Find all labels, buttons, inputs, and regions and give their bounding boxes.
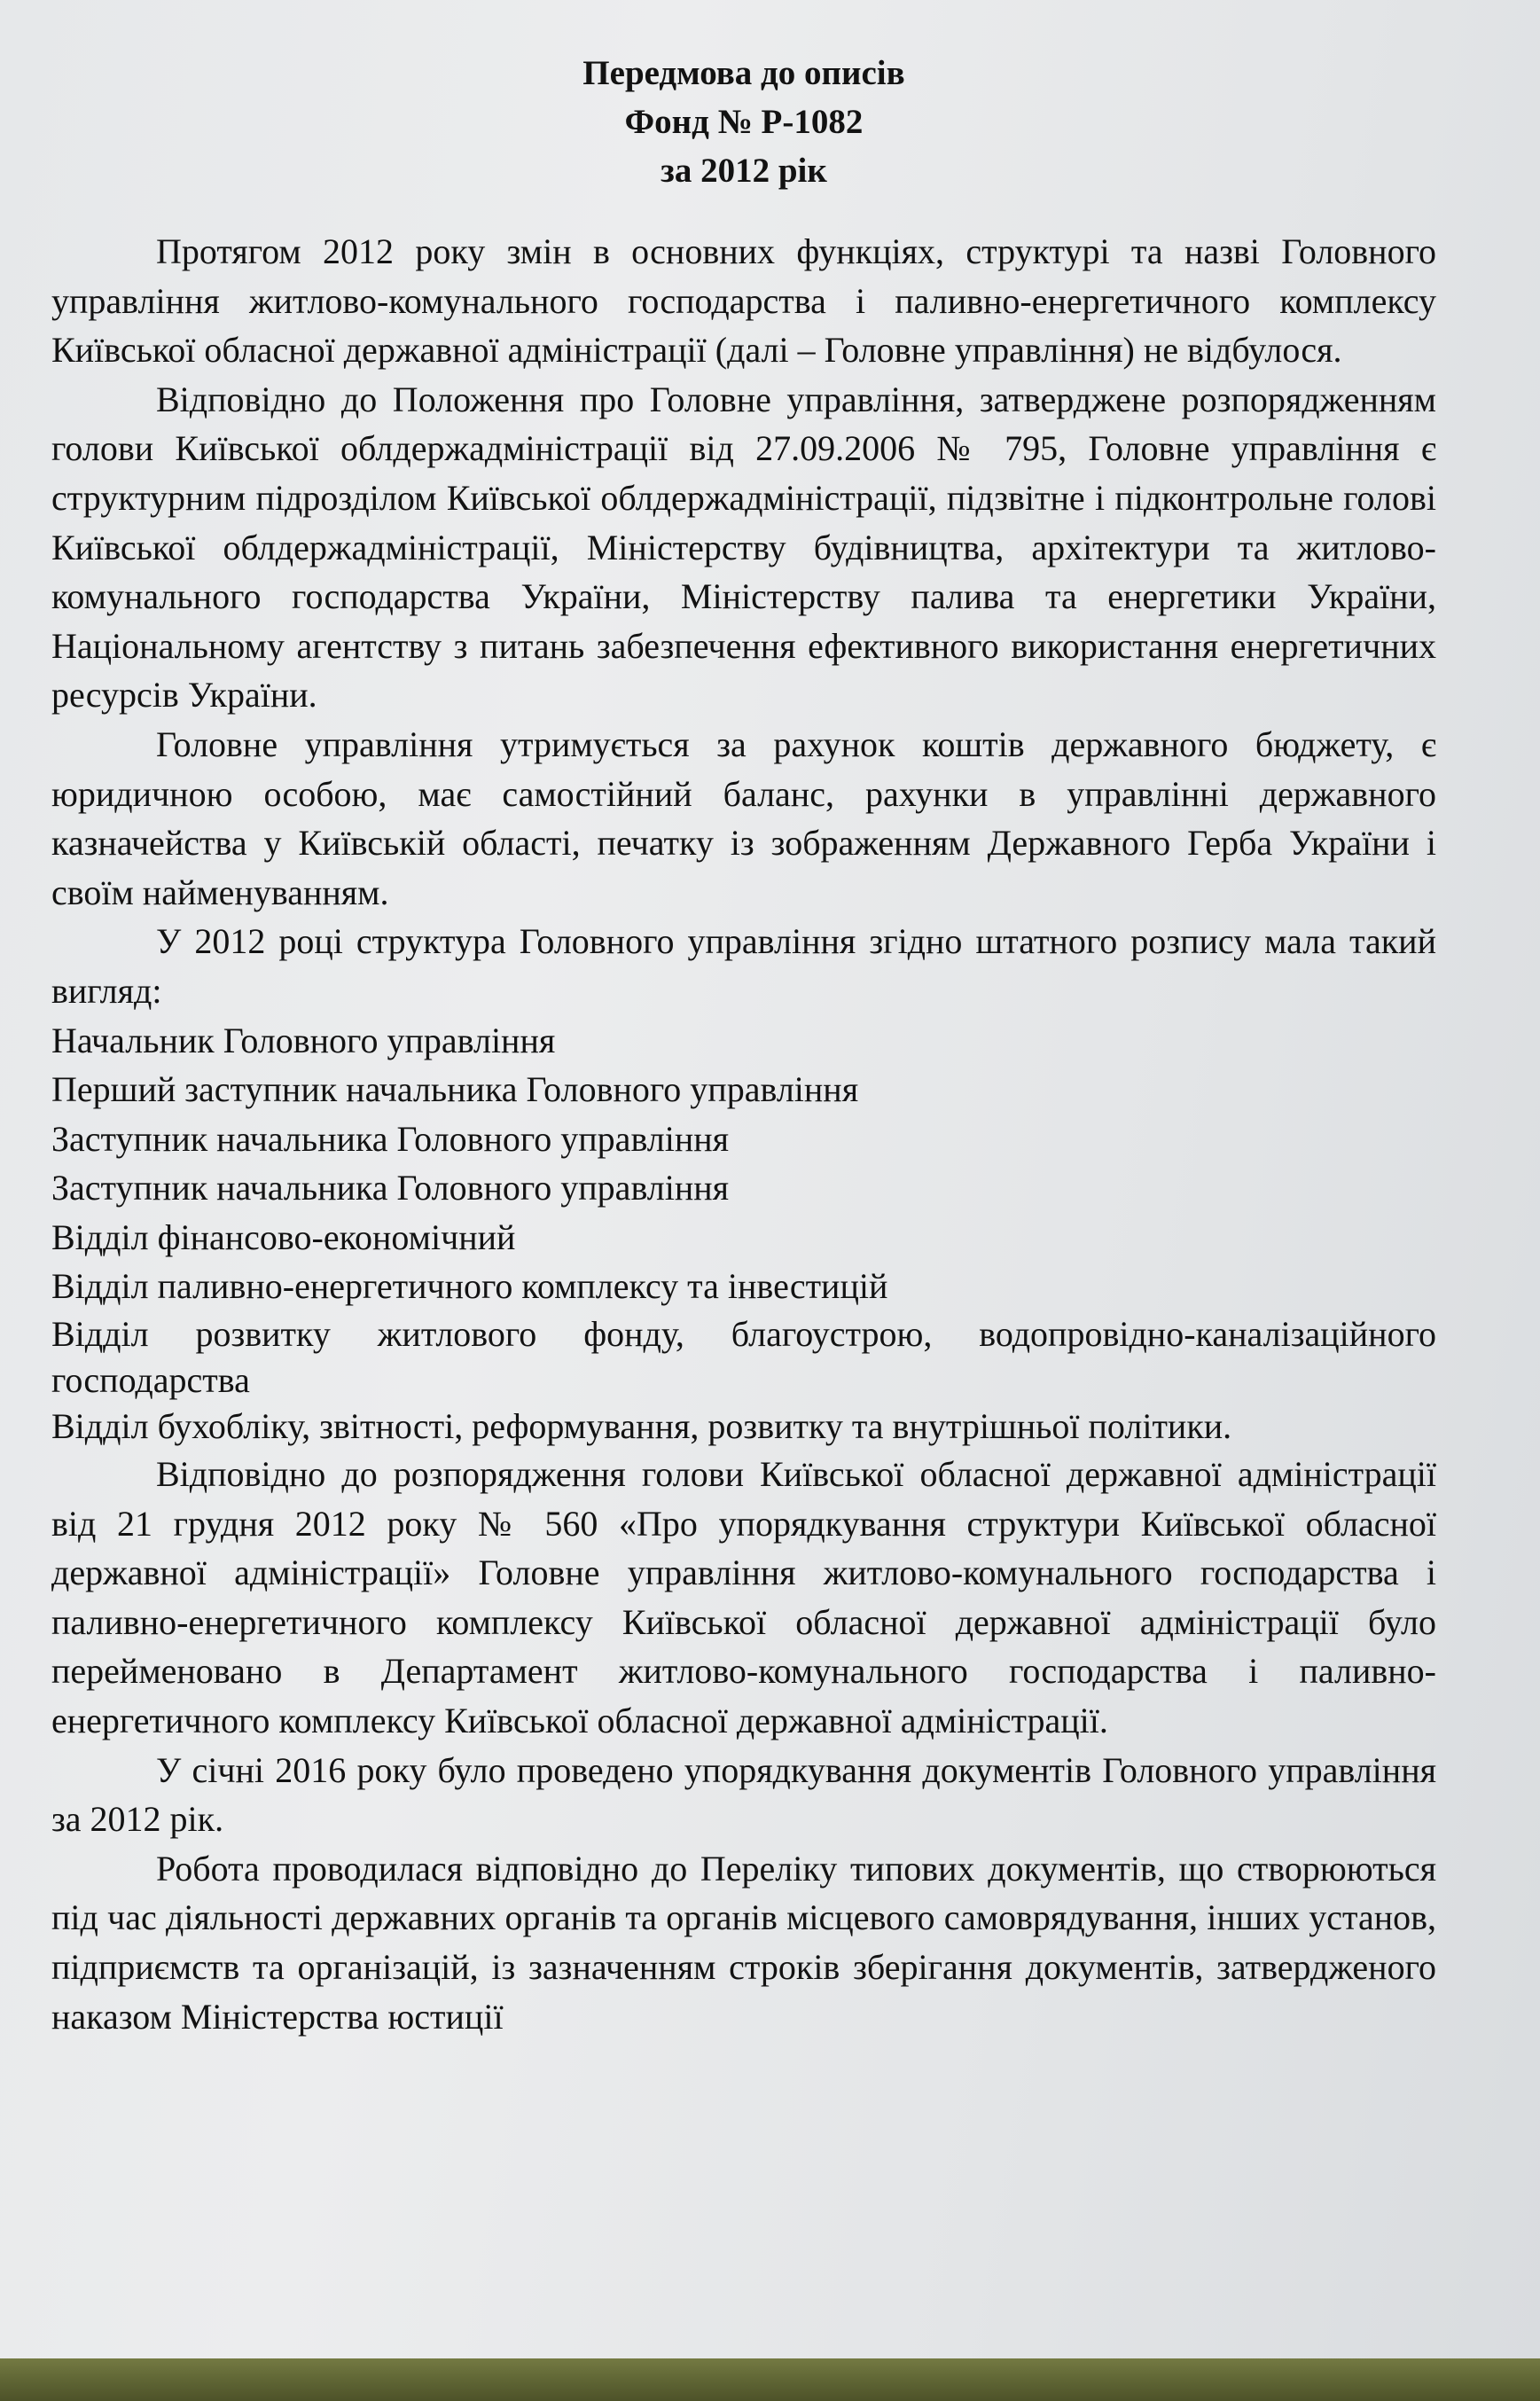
document-header (51, 49, 1436, 195)
list-item: Відділ бухобліку, звітності, реформування, розвитку та внутрішньої політики. (51, 1406, 1232, 1447)
list-item: Відділ паливно-енергетичного комплексу та інвестицій (51, 1266, 888, 1307)
paragraph-renaming: Відповідно до розпорядження голови Київської обласної державної адміністрації від 21 грудня 2012 року № 560 «Про упорядкування структури Київської обласної державної адміністрації» Головне управління житлово-комунального господарства і паливно-енергетичного комплексу Київської обласної державної адміністрації було перейменовано в Департамент житлово-комунального господарства і паливно-енергетичного комплексу Київської обласної державної адміністрації. (51, 1454, 1436, 1741)
paragraph-regulation: Відповідно до Положення про Головне управління, затверджене розпорядженням голови Київської облдержадміністрації від 27.09.2006 № 795, Головне управління є структурним підрозділом Київської облдержадміністрації, підзвітне і підконтрольне голові Київської облдержадміністрації, Міністерству будівництва, архітектури та житлово-комунального господарства України, Міністерству палива та енергетики України, Національному агентству з питань забезпечення ефективного використання енергетичних ресурсів України. (51, 379, 1436, 716)
paragraph-funding: Головне управління утримується за рахунок коштів державного бюджету, є юридичною особою, має самостійний баланс, рахунки в управлінні державного казначейства у Київській області, печатку із зображенням Державного Герба України і своїм найменуванням. (51, 723, 1436, 912)
table-surface (0, 2358, 1540, 2401)
list-item: Заступник начальника Головного управління (51, 1168, 730, 1208)
structure-list (51, 1016, 1436, 1451)
list-item: Відділ розвитку житлового фонду, благоустрою, водопровідно-каналізаційного господарства (51, 1314, 1436, 1401)
paragraph-methodology: Робота проводилася відповідно до Переліку типових документів, що створюються під час діяльності державних органів та органів місцевого самоврядування, інших установ, підприємств та організацій, із зазначенням строків зберігання документів, затвердженого наказом Міністерства юстиції (51, 1848, 1436, 2037)
list-item: Перший заступник начальника Головного управління (51, 1069, 859, 1110)
paragraph-no-changes: Протягом 2012 року змін в основних функціях, структурі та назві Головного управління житлово-комунального господарства і паливно-енергетичного комплексу Київської обласної державної адміністрації (далі – Головне управління) не відбулося. (51, 231, 1436, 371)
list-item: Відділ фінансово-економічний (51, 1216, 516, 1257)
document-content (51, 49, 1436, 2041)
header-title: Передмова до описів (582, 54, 905, 92)
list-item: Начальник Головного управління (51, 1020, 556, 1060)
header-fond-number: Фонд № Р-1082 (624, 103, 864, 141)
list-item: Заступник начальника Головного управління (51, 1118, 730, 1159)
header-year: за 2012 рік (661, 152, 827, 190)
paragraph-structure-intro: У 2012 році структура Головного управління згідно штатного розпису мала такий вигляд: (51, 921, 1436, 1011)
paragraph-ordering: У січні 2016 року було проведено упорядкування документів Головного управління за 2012 рік. (51, 1749, 1436, 1840)
